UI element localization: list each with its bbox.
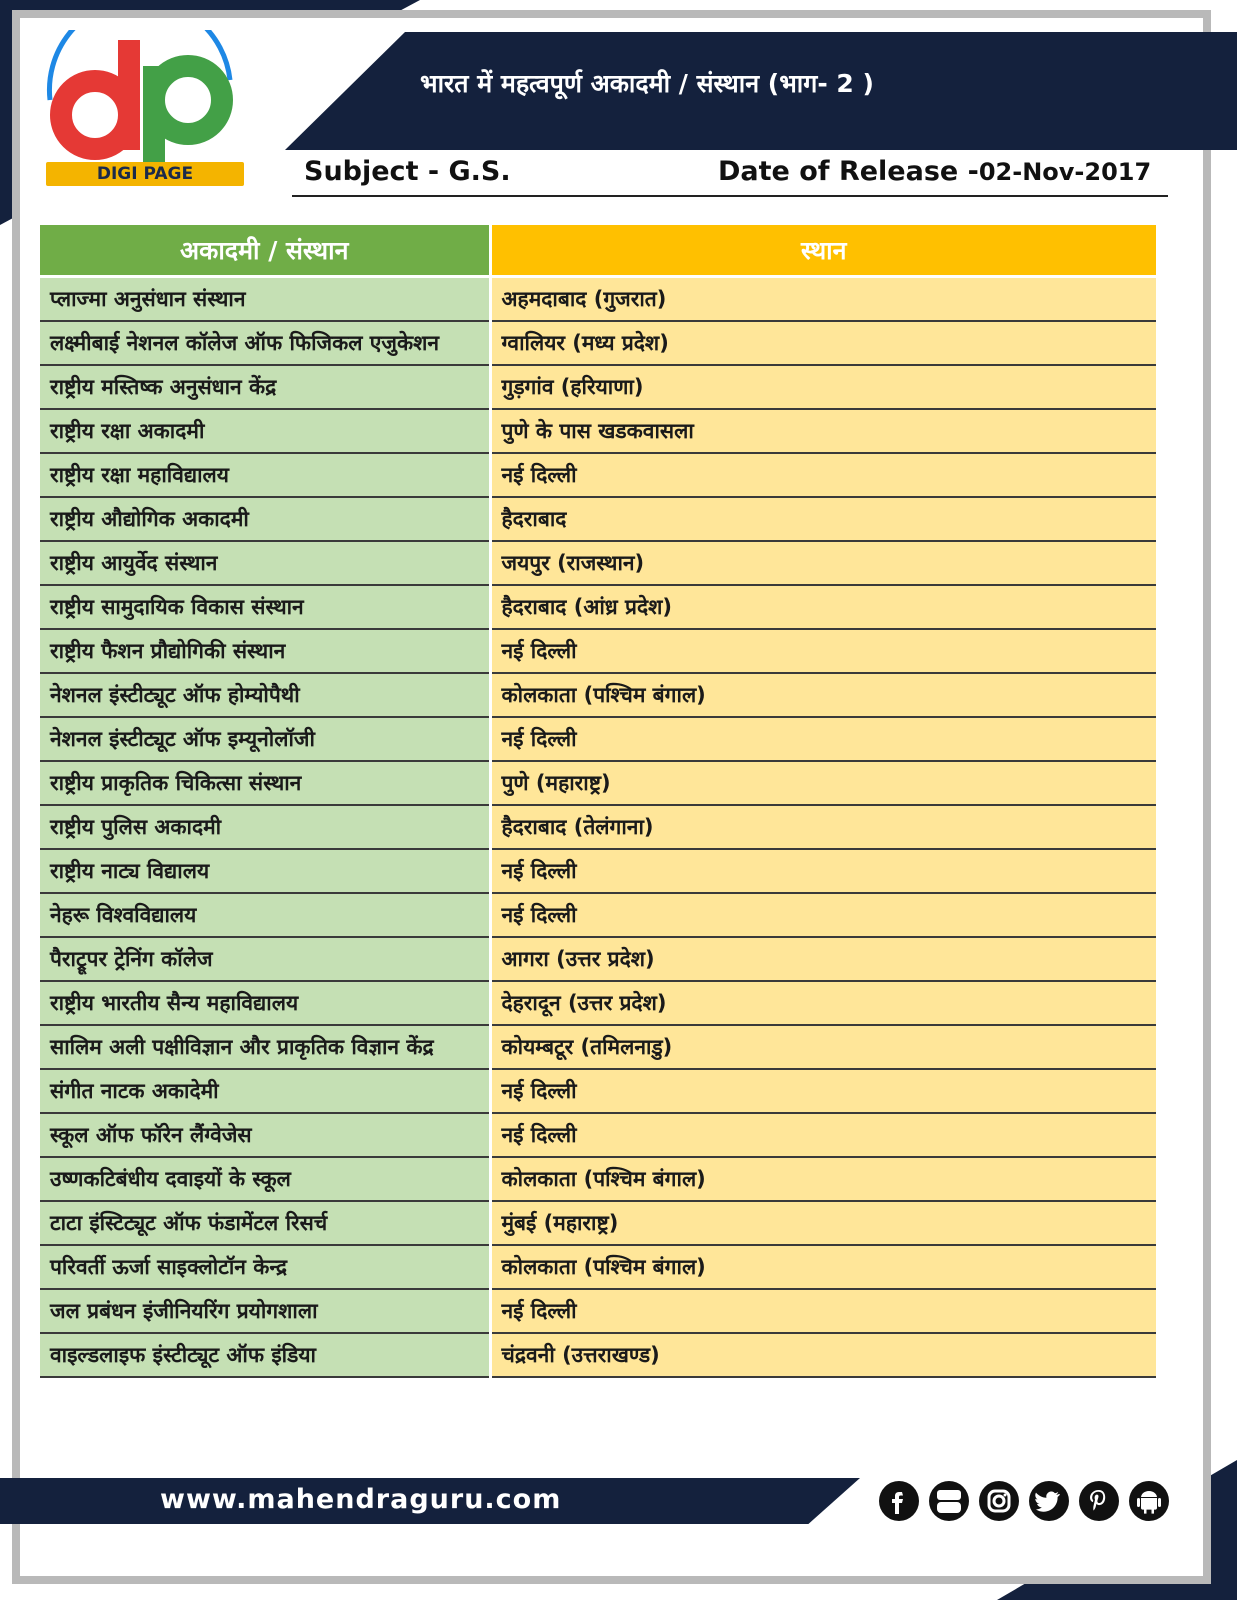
institute-name-cell: वाइल्डलाइफ इंस्टीट्यूट ऑफ इंडिया	[40, 1333, 490, 1377]
institute-place-cell: नई दिल्ली	[490, 1289, 1156, 1333]
institute-place-cell: नई दिल्ली	[490, 453, 1156, 497]
institute-name-cell: नेशनल इंस्टीट्यूट ऑफ इम्यूनोलॉजी	[40, 717, 490, 761]
column-header-place: स्थान	[490, 225, 1156, 277]
table-row	[40, 1069, 1156, 1113]
table-row	[40, 761, 1156, 805]
facebook-icon[interactable]	[878, 1480, 920, 1522]
institute-name-cell: राष्ट्रीय नाट्य विद्यालय	[40, 849, 490, 893]
institute-place-cell: कोलकाता (पश्चिम बंगाल)	[490, 673, 1156, 717]
table-row	[40, 365, 1156, 409]
institute-place-cell: नई दिल्ली	[490, 1113, 1156, 1157]
table-row	[40, 893, 1156, 937]
institute-place-cell: नई दिल्ली	[490, 849, 1156, 893]
institute-name-cell: राष्ट्रीय मस्तिष्क अनुसंधान केंद्र	[40, 365, 490, 409]
table-row	[40, 409, 1156, 453]
table-row	[40, 453, 1156, 497]
table-header-row	[40, 225, 1156, 277]
table-row	[40, 1245, 1156, 1289]
institute-name-cell: नेहरू विश्वविद्यालय	[40, 893, 490, 937]
institute-name-cell: राष्ट्रीय रक्षा अकादमी	[40, 409, 490, 453]
table-row	[40, 1333, 1156, 1377]
page-title: भारत में महत्वपूर्ण अकादमी / संस्थान (भाग- 2 )	[420, 69, 874, 98]
table-row	[40, 981, 1156, 1025]
table-row	[40, 1157, 1156, 1201]
institute-name-cell: राष्ट्रीय प्राकृतिक चिकित्सा संस्थान	[40, 761, 490, 805]
institute-place-cell: मुंबई (महाराष्ट्र)	[490, 1201, 1156, 1245]
institute-name-cell: राष्ट्रीय फैशन प्रौद्योगिकी संस्थान	[40, 629, 490, 673]
institute-name-cell: संगीत नाटक अकादेमी	[40, 1069, 490, 1113]
institute-place-cell: जयपुर (राजस्थान)	[490, 541, 1156, 585]
column-header-institute: अकादमी / संस्थान	[40, 225, 490, 277]
table-row	[40, 805, 1156, 849]
release-info	[718, 156, 1151, 187]
institute-place-cell: पुणे के पास खडकवासला	[490, 409, 1156, 453]
table-row	[40, 541, 1156, 585]
institute-place-cell: हैदराबाद (आंध्र प्रदेश)	[490, 585, 1156, 629]
twitter-icon[interactable]	[1028, 1480, 1070, 1522]
release-date: 02-Nov-2017	[978, 158, 1152, 186]
table-row	[40, 321, 1156, 365]
institute-name-cell: टाटा इंस्टिट्यूट ऑफ फंडामेंटल रिसर्च	[40, 1201, 490, 1245]
institute-name-cell: राष्ट्रीय पुलिस अकादमी	[40, 805, 490, 849]
table-row	[40, 1025, 1156, 1069]
footer-website-link[interactable]: www.mahendraguru.com	[160, 1484, 562, 1515]
institute-place-cell: नई दिल्ली	[490, 629, 1156, 673]
institute-place-cell: कोलकाता (पश्चिम बंगाल)	[490, 1245, 1156, 1289]
institute-name-cell: स्कूल ऑफ फॉरेन लैंग्वेजेस	[40, 1113, 490, 1157]
institute-name-cell: नेशनल इंस्टीट्यूट ऑफ होम्योपैथी	[40, 673, 490, 717]
institute-place-cell: हैदराबाद	[490, 497, 1156, 541]
institute-name-cell: सालिम अली पक्षीविज्ञान और प्राकृतिक विज्ञान केंद्र	[40, 1025, 490, 1069]
institute-place-cell: नई दिल्ली	[490, 717, 1156, 761]
table-row	[40, 673, 1156, 717]
institute-name-cell: राष्ट्रीय आयुर्वेद संस्थान	[40, 541, 490, 585]
institute-place-cell: ग्वालियर (मध्य प्रदेश)	[490, 321, 1156, 365]
table-row	[40, 629, 1156, 673]
institute-place-cell: आगरा (उत्तर प्रदेश)	[490, 937, 1156, 981]
institutions-table	[40, 225, 1156, 1378]
institute-place-cell: नई दिल्ली	[490, 1069, 1156, 1113]
institute-place-cell: पुणे (महाराष्ट्र)	[490, 761, 1156, 805]
pinterest-icon[interactable]	[1078, 1480, 1120, 1522]
institute-name-cell: लक्ष्मीबाई नेशनल कॉलेज ऑफ फिजिकल एजुकेशन	[40, 321, 490, 365]
institute-name-cell: पैराट्रूपर ट्रेनिंग कॉलेज	[40, 937, 490, 981]
institute-name-cell: प्लाज्मा अनुसंधान संस्थान	[40, 277, 490, 322]
institute-name-cell: राष्ट्रीय औद्योगिक अकादमी	[40, 497, 490, 541]
table-row	[40, 849, 1156, 893]
institute-name-cell: राष्ट्रीय रक्षा महाविद्यालय	[40, 453, 490, 497]
subject-label: Subject - G.S.	[304, 156, 511, 187]
institute-name-cell: राष्ट्रीय भारतीय सैन्य महाविद्यालय	[40, 981, 490, 1025]
header-divider	[292, 195, 1168, 197]
institute-name-cell: राष्ट्रीय सामुदायिक विकास संस्थान	[40, 585, 490, 629]
institute-place-cell: नई दिल्ली	[490, 893, 1156, 937]
institute-name-cell: परिवर्ती ऊर्जा साइक्लोटॉन केन्द्र	[40, 1245, 490, 1289]
institute-place-cell: हैदराबाद (तेलंगाना)	[490, 805, 1156, 849]
institute-place-cell: अहमदाबाद (गुजरात)	[490, 277, 1156, 322]
table-row	[40, 1201, 1156, 1245]
institute-place-cell: कोलकाता (पश्चिम बंगाल)	[490, 1157, 1156, 1201]
institute-place-cell: चंद्रवनी (उत्तराखण्ड)	[490, 1333, 1156, 1377]
institute-place-cell: गुड़गांव (हरियाणा)	[490, 365, 1156, 409]
institute-name-cell: जल प्रबंधन इंजीनियरिंग प्रयोगशाला	[40, 1289, 490, 1333]
table-row	[40, 585, 1156, 629]
table-row	[40, 497, 1156, 541]
institute-place-cell: कोयम्बटूर (तमिलनाडु)	[490, 1025, 1156, 1069]
release-label: Date of Release -	[718, 156, 979, 187]
table-row	[40, 717, 1156, 761]
youtube-icon[interactable]	[928, 1480, 970, 1522]
institute-place-cell: देहरादून (उत्तर प्रदेश)	[490, 981, 1156, 1025]
table-row	[40, 277, 1156, 322]
table-row	[40, 1289, 1156, 1333]
logo-tag: DIGI PAGE	[46, 162, 244, 186]
android-icon[interactable]	[1128, 1480, 1170, 1522]
institute-name-cell: उष्णकटिबंधीय दवाइयों के स्कूल	[40, 1157, 490, 1201]
instagram-icon[interactable]	[978, 1480, 1020, 1522]
table-row	[40, 1113, 1156, 1157]
table-row	[40, 937, 1156, 981]
